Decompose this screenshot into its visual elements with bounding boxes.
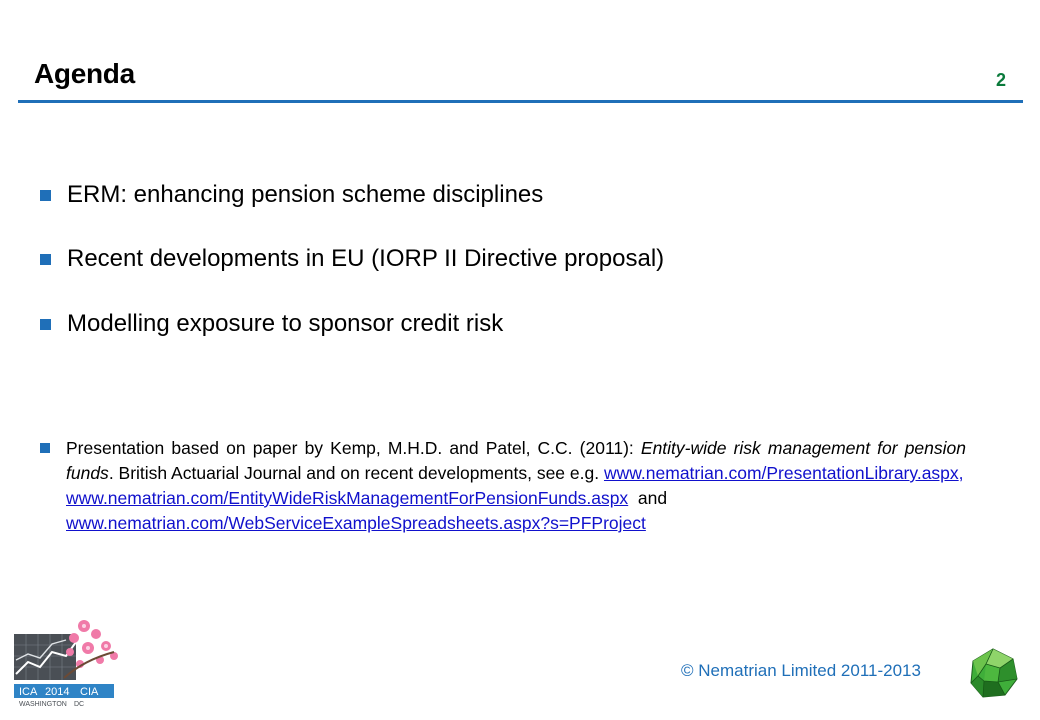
reference-note <box>40 436 970 536</box>
agenda-item-text: ERM: enhancing pension scheme disciplines <box>67 181 544 208</box>
ica-logo-state: DC <box>74 701 85 708</box>
reference-text-intro: Presentation based on paper by Kemp, M.H.D. and Patel, C.C. (2011): <box>66 438 641 458</box>
bullet-square-icon <box>40 190 51 201</box>
paper-title: Entity-wide risk management for pension funds <box>66 438 966 483</box>
reference-text <box>66 436 966 536</box>
bullet-square-icon <box>40 254 51 265</box>
presentation-library-link[interactable]: www.nematrian.com/PresentationLibrary.aspx <box>603 463 959 483</box>
ica-logo-city: WASHINGTON <box>19 701 67 708</box>
ica-logo-year: 2014 <box>45 686 70 698</box>
reference-text-journal: . British Actuarial Journal and on recent developments, see e.g. <box>108 463 604 483</box>
agenda-item-text: Recent developments in EU (IORP II Directive proposal) <box>67 245 665 272</box>
spreadsheets-link[interactable]: www.nematrian.com/WebServiceExampleSpreadsheets.aspx?s=PFProject <box>66 513 646 533</box>
agenda-item-erm <box>40 181 543 209</box>
agenda-item-iorp <box>40 245 664 273</box>
agenda-item-modelling <box>40 310 503 338</box>
ica-logo-text-right: CIA <box>80 686 99 698</box>
entity-wide-risk-link[interactable]: www.nematrian.com/EntityWideRiskManagementForPensionFunds.aspx <box>66 488 629 508</box>
ica-2014-logo <box>14 612 124 708</box>
bullet-square-icon <box>40 443 50 453</box>
and-text: and <box>628 488 672 508</box>
bullet-square-icon <box>40 319 51 330</box>
agenda-item-text: Modelling exposure to sponsor credit risk <box>67 310 504 337</box>
slide-title: Agenda <box>34 58 135 89</box>
separator-comma: , <box>958 463 964 483</box>
copyright-footer: © Nematrian Limited 2011-2013 <box>681 661 921 680</box>
page-number: 2 <box>995 70 1006 90</box>
title-divider <box>18 100 1023 103</box>
ica-logo-text-left: ICA <box>19 686 38 698</box>
nematrian-geodesic-logo <box>966 646 1020 700</box>
